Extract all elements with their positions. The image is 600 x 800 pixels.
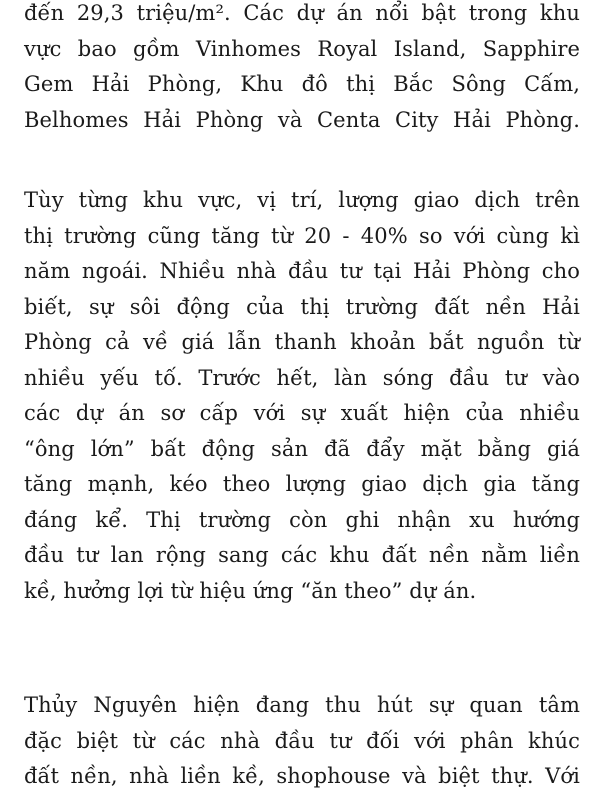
text-line: các dự án sơ cấp với sự xuất hiện của nhiều xyxy=(24,401,580,425)
text-line: Phòng cả về giá lẫn thanh khoản bắt nguồn từ xyxy=(24,330,580,354)
text-line: nhiều yếu tố. Trước hết, làn sóng đầu tư vào xyxy=(24,365,580,390)
text-line: biết, sự sôi động của thị trường đất nền Hải xyxy=(24,294,580,319)
paragraph-1 xyxy=(24,0,580,138)
text-line: đầu tư lan rộng sang các khu đất nền nằm liền xyxy=(24,543,580,567)
text-line: đáng kể. Thị trường còn ghi nhận xu hướng xyxy=(24,507,580,532)
text-line: vực bao gồm Vinhomes Royal Island, Sapphire xyxy=(24,36,580,61)
text-line: kề, hưởng lợi từ hiệu ứng “ăn theo” dự án. xyxy=(24,578,477,603)
text-line: thị trường cũng tăng từ 20 - 40% so với cùng kì xyxy=(24,223,580,248)
paragraph-3 xyxy=(24,688,580,795)
text-line: Gem Hải Phòng, Khu đô thị Bắc Sông Cấm, xyxy=(24,72,580,96)
text-line: năm ngoái. Nhiều nhà đầu tư tại Hải Phòng cho xyxy=(24,259,580,283)
text-line: Thủy Nguyên hiện đang thu hút sự quan tâm xyxy=(24,693,580,717)
text-line: tăng mạnh, kéo theo lượng giao dịch gia tăng xyxy=(24,472,580,496)
paragraph-2 xyxy=(24,183,580,609)
text-line: đến 29,3 triệu/m². Các dự án nổi bật trong khu xyxy=(24,1,580,25)
text-line: Belhomes Hải Phòng và Centa City Hải Phòng. xyxy=(24,107,580,132)
text-line: đặc biệt từ các nhà đầu tư đối với phân khúc xyxy=(24,728,580,753)
text-line: đất nền, nhà liền kề, shophouse và biệt thự. Với xyxy=(24,764,580,788)
text-line: “ông lớn” bất động sản đã đẩy mặt bằng giá xyxy=(24,436,580,461)
text-line: Tùy từng khu vực, vị trí, lượng giao dịch trên xyxy=(24,188,580,212)
